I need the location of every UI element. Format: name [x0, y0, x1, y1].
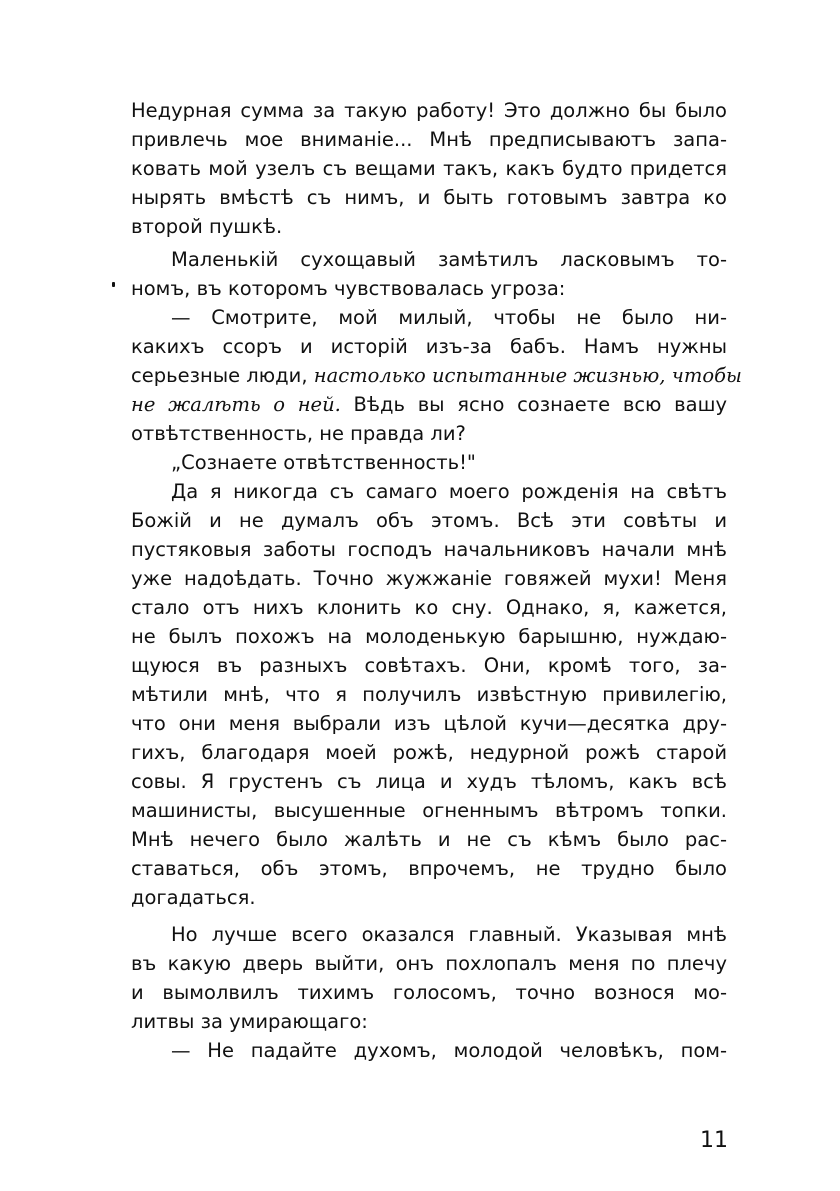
line-text: Недурная сумма за такую работу! Это должно бы было	[131, 99, 727, 122]
line-text: машинисты, высушенные огненнымъ вѣтромъ топки.	[131, 799, 727, 822]
text-line	[131, 390, 727, 419]
line-text: совы. Я грустенъ съ лица и худъ тѣломъ, какъ всѣ	[131, 770, 727, 793]
text-line	[131, 477, 727, 506]
text-line	[131, 419, 727, 448]
line-text: мѣтили мнѣ, что я получилъ извѣстную привилегію,	[131, 683, 727, 706]
line-text: догадаться.	[131, 886, 256, 909]
text-line	[131, 183, 727, 212]
line-text: серьезные люди,	[131, 364, 314, 387]
text-line	[131, 854, 727, 883]
page-number: 11	[700, 1128, 728, 1153]
text-line	[131, 622, 727, 651]
text-line	[131, 535, 727, 564]
text-line	[131, 448, 727, 477]
italic-text: настолько испытанные жизнью, чтобы	[313, 364, 742, 387]
text-line	[131, 245, 727, 274]
line-text: и вымолвилъ тихимъ голосомъ, точно вознося мо-	[131, 981, 727, 1004]
line-text: привлечь мое вниманіе... Мнѣ предписываютъ запа-	[131, 128, 727, 151]
text-line	[131, 651, 727, 680]
paragraph	[131, 1036, 727, 1065]
line-text: Вѣдь вы ясно сознаете всю вашу	[340, 393, 727, 416]
line-text: — Смотрите, мой милый, чтобы не было ни-	[171, 306, 727, 329]
line-text: второй пушкѣ.	[131, 215, 283, 238]
text-line	[131, 680, 727, 709]
text-line	[131, 796, 727, 825]
line-text: Мнѣ нечего было жалѣть и не съ кѣмъ было рас-	[131, 828, 727, 851]
text-line	[131, 920, 727, 949]
line-text: уже надоѣдать. Точно жужжаніе говяжей мухи! Меня	[131, 567, 727, 590]
text-line	[131, 949, 727, 978]
ink-speck	[112, 282, 115, 287]
italic-text: не жалѣть о ней.	[131, 393, 341, 416]
line-text: какихъ ссоръ и исторій изъ-за бабъ. Намъ нужны	[131, 335, 727, 358]
text-line	[131, 274, 727, 303]
paragraph	[131, 448, 727, 477]
paragraph	[131, 920, 727, 1036]
line-text: нырять вмѣстѣ съ нимъ, и быть готовымъ завтра ко	[131, 186, 727, 209]
text-line	[131, 767, 727, 796]
line-text: Но лучше всего оказался главный. Указывая мнѣ	[171, 923, 727, 946]
text-line	[131, 1007, 727, 1036]
paragraph	[131, 477, 727, 912]
text-line	[131, 1036, 727, 1065]
text-line	[131, 212, 727, 241]
paragraph	[131, 96, 727, 241]
text-line	[131, 332, 727, 361]
text-line	[131, 738, 727, 767]
paragraph	[131, 245, 727, 303]
line-text: Божій и не думалъ объ этомъ. Всѣ эти совѣты и	[131, 509, 727, 532]
text-line	[131, 564, 727, 593]
line-text: что они меня выбрали изъ цѣлой кучи—десятка дру-	[131, 712, 727, 735]
text-line	[131, 709, 727, 738]
line-text: литвы за умирающаго:	[131, 1010, 368, 1033]
line-text: Маленькій сухощавый замѣтилъ ласковымъ то-	[171, 248, 727, 271]
line-text: пустяковыя заботы господъ начальниковъ начали мнѣ	[131, 538, 727, 561]
line-text: не былъ похожъ на молоденькую барышню, нуждаю-	[131, 625, 727, 648]
line-text: Да я никогда съ самаго моего рожденія на свѣтъ	[171, 480, 727, 503]
text-line	[131, 361, 742, 390]
line-text: въ какую дверь выйти, онъ похлопалъ меня по плечу	[131, 952, 727, 975]
line-text: стало отъ нихъ клонить ко сну. Однако, я, кажется,	[131, 596, 727, 619]
text-line	[131, 96, 727, 125]
text-line	[131, 593, 727, 622]
line-text: — Не падайте духомъ, молодой человѣкъ, пом-	[171, 1039, 727, 1062]
line-text: отвѣтственность, не правда ли?	[131, 422, 466, 445]
text-line	[131, 303, 727, 332]
text-line	[131, 825, 727, 854]
text-line	[131, 154, 727, 183]
line-text: ковать мой узелъ съ вещами такъ, какъ будто придется	[131, 157, 727, 180]
line-text: номъ, въ которомъ чувствовалась угроза:	[131, 277, 566, 300]
text-line	[131, 883, 727, 912]
line-text: „Сознаете отвѣтственность!"	[171, 451, 476, 474]
line-text: ставаться, объ этомъ, впрочемъ, не трудно было	[131, 857, 727, 880]
paragraph	[131, 303, 742, 448]
text-line	[131, 978, 727, 1007]
text-line	[131, 506, 727, 535]
line-text: щуюся въ разныхъ совѣтахъ. Они, кромѣ того, за-	[131, 654, 727, 677]
body-text	[131, 96, 742, 1065]
line-text: гихъ, благодаря моей рожѣ, недурной рожѣ старой	[131, 741, 727, 764]
text-line	[131, 125, 727, 154]
